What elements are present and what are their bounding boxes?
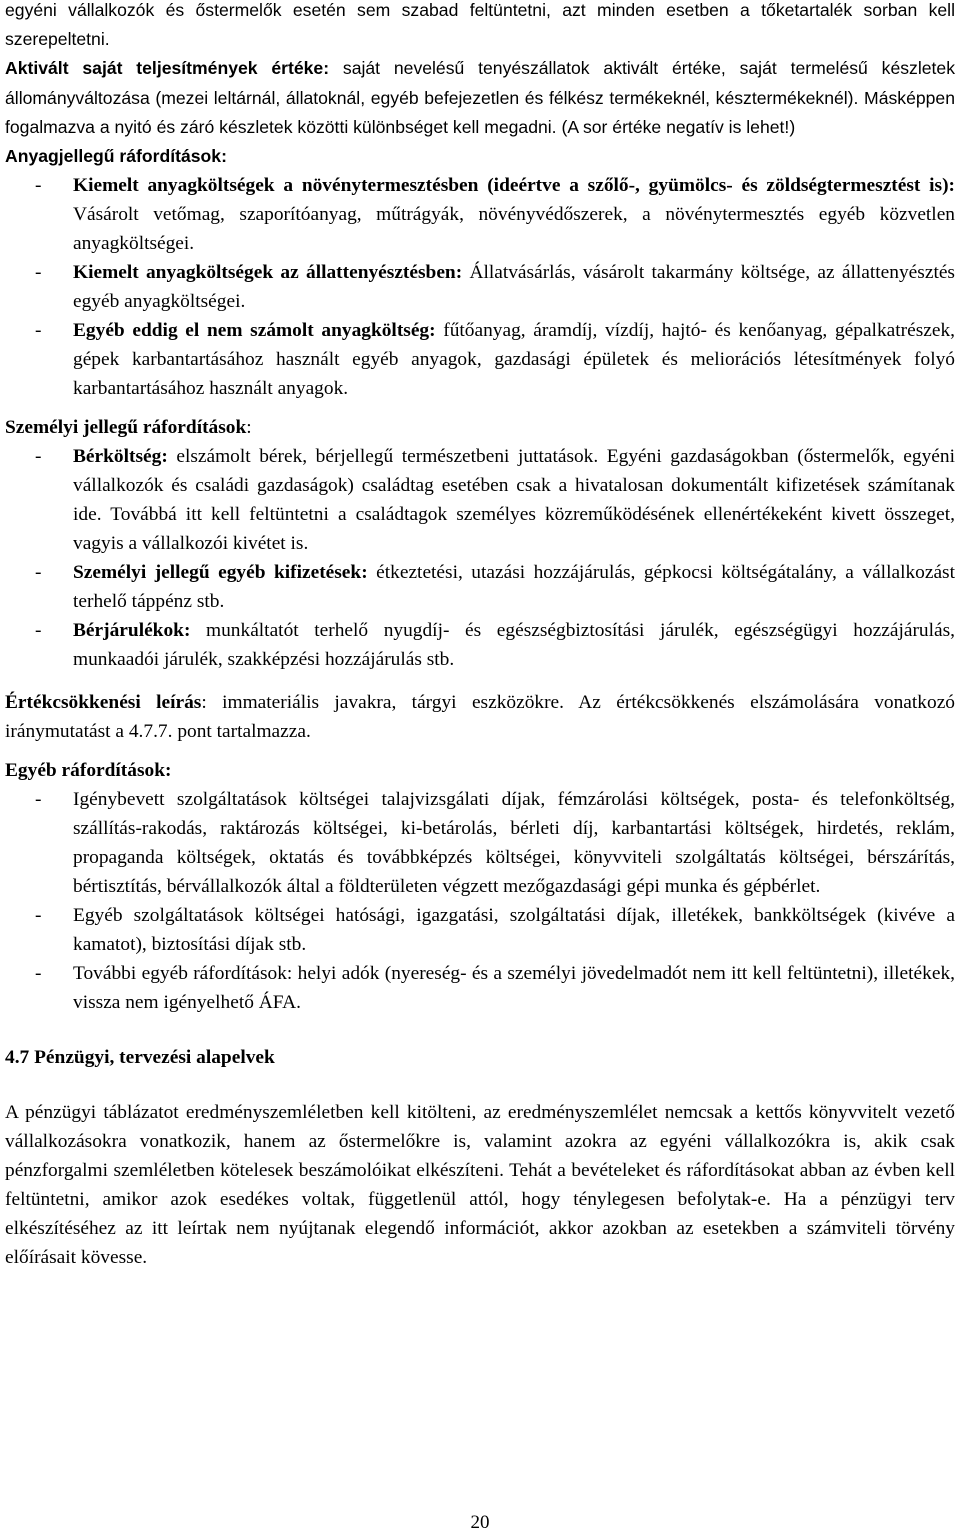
list-term: Kiemelt anyagköltségek az állattenyésztésben: [73,262,463,284]
list-dash: - [35,963,42,985]
list-item [5,258,955,316]
ertekcsokkenes-term: Értékcsökkenési leírás [5,692,202,714]
section-heading: 4.7 Pénzügyi, tervezési alapelvek [5,1047,275,1069]
list-term: Egyéb eddig el nem számolt anyagköltség: [73,320,436,342]
list-item [5,558,955,616]
page-number: 20 [470,1512,490,1533]
list-dash: - [35,446,42,468]
list-item [5,616,955,674]
list-term: Bérköltség: [73,446,168,468]
list-dash: - [35,620,42,642]
list-text: étkeztetési, utazási hozzájárulás, gépkocsi költségátalány, a vállalkozást terhelő táppénz stb. [73,562,955,613]
list-dash: - [35,562,42,584]
szemelyi-heading: Személyi jellegű ráfordítások: [5,417,252,439]
list-dash: - [35,175,42,197]
list-text: fűtőanyag, áramdíj, vízdíj, hajtó- és kenőanyag, gépalkatrészek, gépek karbantartásához használt egyéb anyagok, gazdasági épületek és meliorációs létesítmények folyó karbantartásához használt anyagok. [73,320,955,400]
anyag-heading: Anyagjellegű ráfordítások: [5,146,227,167]
section-body: A pénzügyi táblázatot eredményszemléletben kell kitölteni, az eredményszemlélet nemcsak a kettős könyvvitelt vezető vállalkozásokra vonatkozik, hanem az őstermelőkre is, valamint azokra az egyéni vállalkozókra is, akik csak pénzforgalmi szemléletben kötelesek beszámolóikat elkészíteni. Tehát a bevételeket és ráfordításokat abban az évben kell feltüntetni, amikor azok esedékes voltak, függetlenül attól, hogy ténylegesen befolytak-e. Ha a pénzügyi terv elkészítéséhez az itt leírtak nem nyújtanak elegendő információt, akkor azokban az esetekben a számviteli törvény előírásait kövesse. [5,1102,955,1269]
list-dash: - [35,905,42,927]
list-text: Igénybevett szolgáltatások költségei talajvizsgálati díjak, fémzárolási költségek, posta- és telefonköltség, szállítás-rakodás, raktározás költségei, ki-betárolás, bérleti díj, karbantartási költségek, hirdetés, reklám, propaganda költségek, oktatás és továbbképzés költségei, könyvviteli szolgáltatás költségei, bérszárítás, bértisztítás, bérvállalkozók által a földterületen végzett mezőgazdasági gépi munka és gépbérlet. [73,789,955,898]
list-item [5,171,955,258]
list-text: munkáltatót terhelő nyugdíj- és egészségbiztosítási járulék, egészségügyi hozzájárulás, munkaadói járulék, szakképzési hozzájárulás stb. [73,620,955,671]
list-item [5,316,955,403]
list-term: Bérjárulékok: [73,620,191,642]
egyeb-heading: Egyéb ráfordítások: [5,760,172,782]
aktivalt-paragraph [5,54,955,142]
list-item [5,901,955,959]
ertekcsokkenes-paragraph [5,688,955,746]
list-item [5,959,955,1017]
intro-paragraph: egyéni vállalkozók és őstermelők esetén sem szabad feltüntetni, azt minden esetben a tőketartalék sorban kell szerepeltetni. [5,0,955,50]
list-dash: - [35,320,42,342]
list-dash: - [35,262,42,284]
list-text: Állatvásárlás, vásárolt takarmány költsége, az állattenyésztés egyéb anyagköltségei. [73,262,955,313]
aktivalt-text: saját nevelésű tenyészállatok aktivált értéke, saját termelésű készletek állományváltozása (mezei leltárnál, állatoknál, egyéb befejezetlen és félkész termékeknél, késztermékeknél). Másképpen fogalmazva a nyitó és záró készletek közötti különbséget kell megadni. (A sor értéke negatív is lehet!) [5,58,955,137]
list-term: Kiemelt anyagköltségek a növénytermesztésben (ideértve a szőlő-, gyümölcs- és zöldségtermesztést is): [73,175,955,197]
list-item [5,442,955,558]
aktivalt-term: Aktivált saját teljesítmények értéke: [5,58,330,79]
list-text: Egyéb szolgáltatások költségei hatósági, igazgatási, szolgáltatási díjak, illetékek, bankköltségek (kivéve a kamatot), biztosítási díjak stb. [73,905,955,956]
list-term: Személyi jellegű egyéb kifizetések: [73,562,368,584]
document-page [5,0,955,1272]
list-text: elszámolt bérek, bérjellegű természetbeni juttatások. Egyéni gazdaságokban (őstermelők, egyéni vállalkozók és családi gazdaságok) családtag esetében csak a hivatalosan dokumentált kifizetések számítanak ide. Továbbá itt kell feltüntetni a családtagok személyes közreműködésének ellenértékeként kivett összeget, vagyis a vállalkozói kivétet is. [73,446,955,555]
list-item [5,785,955,901]
ertekcsokkenes-text: : immateriális javakra, tárgyi eszközökre. Az értékcsökkenés elszámolására vonatkozó iránymutatást a 4.7.7. pont tartalmazza. [5,692,955,743]
list-dash: - [35,789,42,811]
list-text: További egyéb ráfordítások: helyi adók (nyereség- és a személyi jövedelmadót nem itt kell feltüntetni), illetékek, vissza nem igényelhető ÁFA. [73,963,955,1014]
list-text: Vásárolt vetőmag, szaporítóanyag, műtrágyák, növényvédőszerek, a növénytermesztés egyéb közvetlen anyagköltségei. [73,204,955,255]
